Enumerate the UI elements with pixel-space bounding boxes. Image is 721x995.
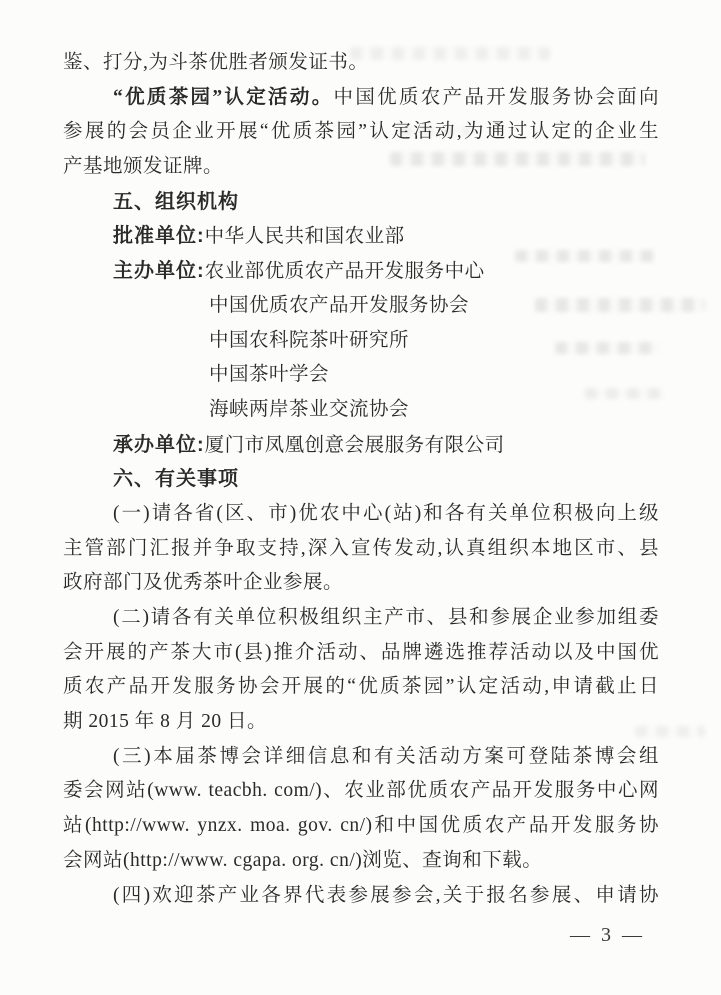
text-line	[63, 497, 659, 532]
heading-text: 主办单位:	[113, 260, 205, 283]
text-line	[63, 705, 659, 740]
document-lines	[63, 46, 659, 913]
text-line	[63, 636, 659, 671]
body-text: “优质茶园”认定活动。	[113, 86, 334, 108]
body-text: (四)欢迎茶产业各界代表参展参会,关于报名参展、申请协	[113, 884, 659, 906]
text-line	[63, 254, 659, 289]
body-text: 产基地颁发证牌。	[63, 156, 224, 178]
body-text: 质农产品开发服务协会开展的“优质茶园”认定活动,申请截止日	[63, 676, 659, 698]
body-text: (三)本届茶博会详细信息和有关活动方案可登陆茶博会组	[113, 745, 659, 767]
body-text: 鉴、打分,为斗茶优胜者颁发证书。	[63, 52, 369, 73]
text-line	[63, 428, 659, 463]
text-line	[63, 393, 659, 428]
body-text: 会开展的产茶大市(县)推介活动、品牌遴选推荐活动以及中国优	[63, 641, 659, 663]
text-line	[63, 532, 659, 567]
page-number: — 3 —	[570, 924, 645, 946]
text-line	[63, 46, 659, 81]
body-text: (二)请各有关单位积极组织主产市、县和参展企业参加组委	[113, 607, 659, 628]
text-line	[63, 774, 659, 809]
body-text: 海峡两岸茶业交流协会	[209, 398, 410, 420]
body-text: 参展的会员企业开展“优质茶园”认定活动,为通过认定的企业生	[63, 121, 659, 143]
text-line	[63, 324, 659, 359]
text-line	[63, 809, 659, 844]
text-line	[63, 115, 659, 150]
text-line	[63, 601, 659, 636]
text-line	[63, 740, 659, 775]
text-line	[63, 566, 659, 601]
text-line	[63, 879, 659, 914]
body-text: 政府部门及优秀茶叶企业参展。	[63, 572, 344, 594]
text-line	[63, 844, 659, 879]
text-line	[63, 81, 659, 116]
body-text: 中国优质农产品开发服务协会面向	[333, 86, 659, 108]
body-text: 中国优质农产品开发服务协会	[209, 294, 470, 316]
body-text: 中国农科院茶叶研究所	[209, 329, 410, 351]
text-line	[63, 462, 659, 497]
body-text: 中华人民共和国农业部	[204, 226, 405, 248]
body-text: 厦门市凤凰创意会展服务有限公司	[204, 434, 505, 456]
heading-text: 六、有关事项	[113, 468, 239, 491]
text-line	[63, 670, 659, 705]
body-text: 期 2015 年 8 月 20 日。	[63, 711, 268, 733]
text-line	[63, 358, 659, 393]
body-text: 会网站(http://www. cgapa. org. cn/)浏览、查询和下载。	[63, 849, 543, 871]
heading-text: 批准单位:	[113, 225, 205, 248]
text-line	[63, 185, 659, 220]
body-text: 中国茶叶学会	[209, 364, 330, 386]
text-line	[63, 219, 659, 254]
text-line	[63, 150, 659, 185]
body-text: 委会网站(www. teacbh. com/)、农业部优质农产品开发服务中心网	[63, 780, 659, 802]
heading-text: 承办单位:	[113, 433, 205, 456]
body-text: 农业部优质农产品开发服务中心	[204, 261, 485, 283]
text-line	[63, 289, 659, 324]
body-text: 主管部门汇报并争取支持,深入宣传发动,认真组织本地区市、县	[63, 537, 659, 559]
body-text: (一)请各省(区、市)优农中心(站)和各有关单位积极向上级	[113, 502, 659, 524]
heading-text: 五、组织机构	[113, 190, 239, 213]
body-text: 站(http://www. ynzx. moa. gov. cn/)和中国优质农产品开发服务协	[63, 815, 659, 837]
